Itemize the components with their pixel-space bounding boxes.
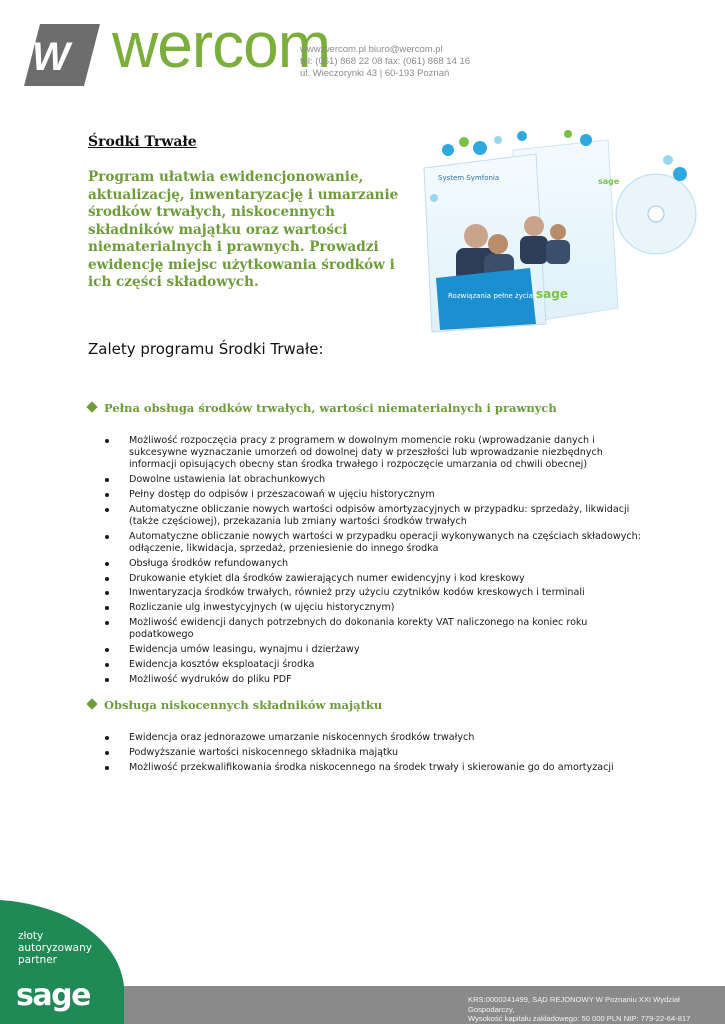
section-heading-fixed-assets [88, 401, 557, 415]
product-box-label: System Symfonia [438, 174, 500, 182]
diamond-bullet-icon [86, 401, 97, 412]
svg-text:sage: sage [598, 177, 620, 186]
list-item: Możliwość wydruków do pliku PDF [103, 674, 643, 686]
bullet-dot-icon [105, 535, 109, 539]
list-item: Możliwość rozpoczęcia pracy z programem w dowolnym momencie roku (wprowadzanie danych i sukcesywne wyznaczanie umorzeń od dowolnej daty w przeszłości lub wprowadzanie niezbędnych informacji opisujących obecny stan środka trwałego i rozpoczęcie umarzania od chwili obecnej) [103, 435, 643, 472]
list-item: Ewidencja oraz jednorazowe umarzanie niskocennych środków trwałych [103, 732, 643, 744]
list-item: Automatyczne obliczanie nowych wartości odpisów amortyzacyjnych w przypadku: sprzedaży, likwidacji (także częściowej), przekazania lub zmiany wartości środków trwałych [103, 504, 643, 528]
svg-text:W: W [32, 35, 70, 79]
registry-line-krs: KRS:0000241499, SĄD REJONOWY W Poznaniu XXI Wydział Gospodarczy, [468, 995, 680, 1014]
bullet-dot-icon [105, 663, 109, 667]
list-item: Pełny dostęp do odpisów i przeszacowań w ujęciu historycznym [103, 489, 643, 501]
footer-registry-info [468, 995, 725, 1024]
advantages-heading: Zalety programu Środki Trwałe: [88, 340, 324, 358]
low-value-assets-feature-list [103, 732, 643, 776]
bullet-dot-icon [105, 439, 109, 443]
page-title: Środki Trwałe [88, 134, 197, 150]
list-item: Rozliczanie ulg inwestycyjnych (w ujęciu historycznym) [103, 602, 643, 614]
section-heading-text: Obsługa niskocennych składników majątku [104, 698, 383, 712]
intro-paragraph: Program ułatwia ewidencjonowanie, aktualizację, inwentaryzację i umarzanie środków trwałych, niskocennych składników majątku oraz wartości niematerialnych i prawnych. Prowadzi ewidencję miejsc użytkowania środków i ich części składowych. [88, 169, 399, 290]
bullet-dot-icon [105, 766, 109, 770]
bullet-dot-icon [105, 478, 109, 482]
bullet-dot-icon [105, 621, 109, 625]
contact-address: ul. Wieczorynki 43 | 60-193 Poznań [300, 68, 450, 79]
list-item: Ewidencja umów leasingu, wynajmu i dzierżawy [103, 644, 643, 656]
list-item: Podwyższanie wartości niskocennego składnika majątku [103, 747, 643, 759]
list-item: Dowolne ustawienia lat obrachunkowych [103, 474, 643, 486]
list-item: Drukowanie etykiet dla środków zawierających numer ewidencyjny i kod kreskowy [103, 573, 643, 585]
bullet-dot-icon [105, 591, 109, 595]
section-heading-text: Pełna obsługa środków trwałych, wartości niematerialnych i prawnych [104, 401, 557, 415]
partner-label: złoty autoryzowany partner [18, 930, 92, 966]
list-item: Automatyczne obliczanie nowych wartości w przypadku operacji wykonywanych na częściach składowych: odłączenie, likwidacja, sprzedaż, przeniesienie do innego środka [103, 531, 643, 555]
bullet-dot-icon [105, 678, 109, 682]
list-item: Możliwość przekwalifikowania środka niskocennego na środek trwały i skierowanie go do amortyzacji [103, 762, 643, 774]
wercom-logo-text: wercom [112, 9, 331, 81]
sage-logo: sage [16, 978, 90, 1013]
contact-info [300, 44, 470, 80]
bullet-dot-icon [105, 736, 109, 740]
product-brand: sage [536, 287, 568, 301]
list-item: Możliwość ewidencji danych potrzebnych do dokonania korekty VAT naliczonego na koniec roku podatkowego [103, 617, 643, 641]
bullet-dot-icon [105, 751, 109, 755]
bullet-dot-icon [105, 493, 109, 497]
bullet-dot-icon [105, 562, 109, 566]
list-item: Inwentaryzacja środków trwałych, również przy użyciu czytników kodów kreskowych i terminali [103, 587, 643, 599]
contact-web-email: www.wercom.pl biuro@wercom.pl [300, 44, 443, 55]
bullet-dot-icon [105, 577, 109, 581]
contact-phone-fax: tel: (061) 868 22 08 fax: (061) 868 14 16 [300, 56, 471, 67]
bullet-dot-icon [105, 508, 109, 512]
section-heading-low-value-assets [88, 698, 382, 712]
fixed-assets-feature-list [103, 435, 643, 688]
list-item: Ewidencja kosztów eksploatacji środka [103, 659, 643, 671]
registry-line-capital: Wysokość kapitału zakładowego: 50 000 PLN NIP: 779-22-64-817 [468, 1014, 691, 1023]
product-slogan: Rozwiązania pełne życia [448, 292, 533, 300]
bullet-dot-icon [105, 648, 109, 652]
bullet-dot-icon [105, 606, 109, 610]
wercom-logo-mark [18, 20, 106, 90]
product-box-image [418, 128, 698, 334]
diamond-bullet-icon [86, 698, 97, 709]
list-item: Obsługa środków refundowanych [103, 558, 643, 570]
